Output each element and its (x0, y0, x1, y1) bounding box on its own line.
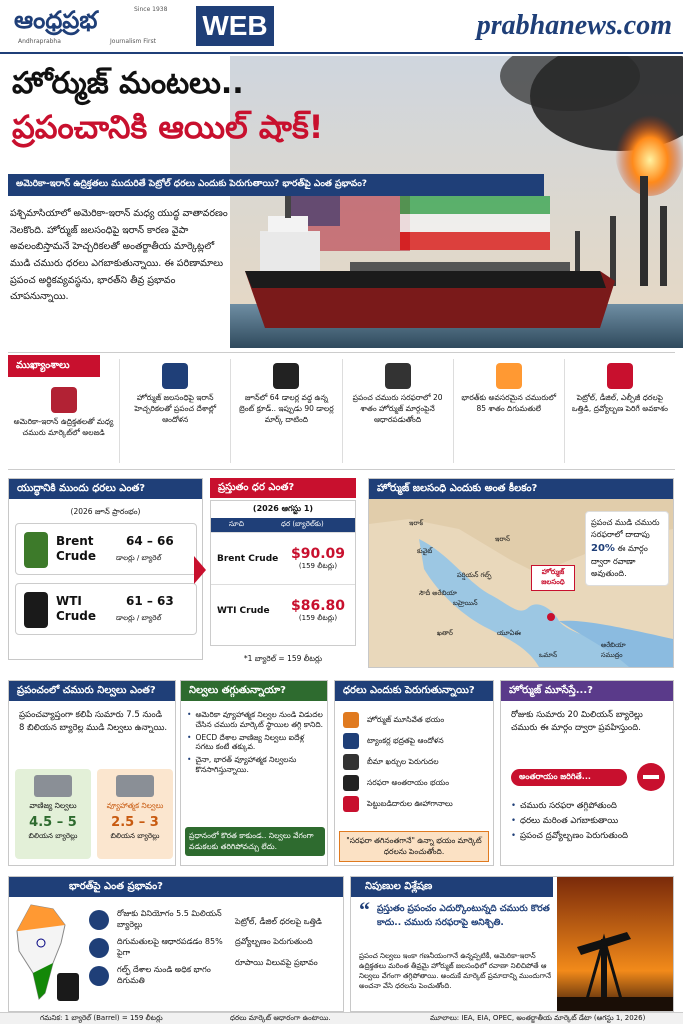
price-value: $86.80 (290, 597, 346, 614)
highlight-text: ప్రపంచ చమురు సరఫరాలో 20 శాతం హోర్ముజ్ మార్గంపైనే ఆధారపడుతోంది (352, 393, 443, 424)
current-foot: *1 బ్యారెల్ = 159 లీటర్లు (243, 654, 323, 663)
closure-bullet-text: • చమురు సరఫరా తగ్గిపోతుంది (520, 801, 617, 811)
before-box (8, 478, 203, 660)
map-label: ఇరాక్ (409, 519, 424, 527)
highlight-item (564, 359, 675, 463)
current-box (210, 478, 356, 668)
tank-icon (34, 775, 72, 797)
india-title: భారత్‌పై ఎంత ప్రభావం? (9, 877, 343, 897)
closure-box (500, 680, 674, 866)
reason-text: ట్యాంకర్ల భద్రతపై ఆందోళన (367, 735, 444, 745)
decline-list (187, 707, 323, 778)
price-card (15, 583, 197, 635)
highlight-item (119, 359, 230, 463)
hero (0, 56, 683, 348)
decline-bullet-text: • OECD దేశాల వాణిజ్య నిల్వలు ఐదేళ్ల సగటు కంటే తక్కువ. (195, 732, 305, 752)
reason-text: హోర్ముజ్ మూసివేత భయం (367, 714, 445, 724)
why-box (334, 680, 494, 866)
map-label: ఒమాన్ (539, 651, 558, 659)
barrel-dollar-icon (273, 363, 299, 389)
price-card (15, 523, 197, 575)
current-note: (2026 ఆగస్టు 1) (252, 504, 314, 513)
index-name: Brent Crude (217, 553, 279, 564)
tank-icon (116, 775, 154, 797)
decline-bullet (187, 733, 323, 753)
highlight-text: హోర్ముజ్ జలసంధిపై ఇరాన్ హెచ్చరికలతో ప్రపంచ దేశాల్లో ఆందోళన (134, 393, 217, 424)
tanker-icon (343, 733, 359, 749)
hero-title-2: ప్రపంచానికి ఆయిల్ షాక్! (12, 108, 324, 146)
highlight-item (453, 359, 564, 463)
india-stat-text: దిగుమతులపై ఆధారపడడం 85% పైగా (117, 937, 223, 957)
header (0, 0, 683, 54)
decline-bullet-text: • అమెరికా వ్యూహాత్మక నిల్వల నుండి విడుదల చేసిన చమురు మార్కెట్ స్థాయిల తగ్గి కానిది. (195, 710, 324, 729)
reserves-text: ప్రపంచవ్యాప్తంగా కలిపి సుమారు 7.5 నుండి 8 బిలియన బ్యారెల్ల ముడి నిల్వలు ఉన్నాయి. (19, 710, 168, 734)
reason-item (343, 754, 489, 770)
highlights-row (8, 353, 675, 471)
decline-bullet (187, 755, 323, 775)
highlight-text: అమెరికా-ఇరాన్ ఉద్రిక్తతలతో మధ్య చమురు మార్కెట్‌లో అలజడి (13, 417, 114, 437)
india-stat (89, 937, 229, 959)
decline-title: నిల్వలు తగ్గుతున్నాయా? (181, 681, 327, 701)
reserves-box (8, 680, 176, 866)
crude-range: 64 – 66 (126, 534, 174, 548)
crude-unit: డాలర్లు / బ్యారెల్ (116, 554, 162, 562)
percent-icon (89, 938, 109, 958)
price-cell (281, 546, 355, 572)
flags-icon (51, 387, 77, 413)
reason-item (343, 796, 489, 812)
highlights-label: ముఖ్యాంశాలు (8, 355, 100, 377)
reason-text: పెట్టుబడిదారుల ఊహాగానాలు (367, 798, 453, 808)
crude-unit: డాలర్లు / బ్యారెల్ (116, 614, 162, 622)
highlight-item (8, 383, 119, 463)
logo-tagline: Journalism First (110, 38, 156, 45)
oil-rig-illustration (557, 877, 673, 1011)
map-title: హోర్ముజ్ జలసంధి ఎందుకు అంత కీలకం? (369, 479, 673, 499)
globe-drop-icon (385, 363, 411, 389)
black-barrel-icon (24, 592, 48, 628)
highlight-item (230, 359, 341, 463)
hand-stop-icon (343, 712, 359, 728)
expert-title: నిపుణుల విశ్లేషణ (351, 877, 553, 897)
footer (0, 1012, 683, 1024)
closure-bullet (511, 831, 671, 842)
footer-src: మూలాలు: IEA, EIA, OPEC, అంతర్జాతీయ మార్కెట్ డేటా (ఆగస్టు 1, 2026) (430, 1014, 646, 1022)
closure-pill: అంతరాయం జరిగితే... (511, 769, 627, 786)
reason-item (343, 733, 489, 749)
footer-note: గమనిక: 1 బ్యారెల్ (Barrel) = 159 లీటర్లు (40, 1014, 163, 1022)
fuel-pump-icon (607, 363, 633, 389)
logo-text: ఆంధ్రప్రభ (14, 6, 98, 34)
decline-note: ప్రధానంలో కొరత కాకుండ.. నిల్వలు వేగంగా వడుకలకు తరిగిపోవచ్చు లేదు. (185, 827, 325, 856)
oil-barrel-icon (57, 973, 79, 1001)
hero-intro: పశ్చిమాసియాలో అమెరికా-ఇరాన్ మధ్య యుద్ధ వాతావరణం నెలకొంది. హోర్ముజ్ జలసంధిపై ఇరాన్ కారణ వైపా అవలంబిస్తామనే హెచ్చరికలతో అంతర్జాతీయ మార్కెట్లలో ముడి చమురు ధరలు ఎగబాకుతున్నాయి. ఈ పరిణామాలు ప్రపంచ అర్థికవ్యవస్థను, భారత్‌ని తీవ్ర ప్రభావం చూపనున్నాయి. (10, 208, 228, 303)
reserve-strategic-value: 2.5 – 3 (111, 815, 159, 830)
decline-bullet (187, 710, 323, 730)
reserves-title: ప్రపంచంలో చమురు నిల్వలు ఎంత? (9, 681, 175, 701)
closure-bullet (511, 816, 671, 827)
closure-bullet-text: • ప్రపంచ ద్రవ్యోల్బణం పెరుగుతుంది (520, 831, 629, 842)
reserve-commercial-label: వాణిజ్య నిల్వలు (29, 801, 77, 810)
highlight-text: జూన్‌లో 64 డాలర్ల వద్ద ఉన్న బ్రెంట్ క్రూడ్.. ఇప్పుడు 90 డాలర్ల మార్క్ దాటింది (239, 393, 334, 424)
closure-text: రోజుకు సుమారు 20 మిలియన్ బ్యారెల్లు చమురు ఈ మార్గం ద్వారా ప్రవహిస్తుంది. (511, 710, 643, 734)
price-litres: (159 లీటర్లు) (298, 613, 338, 622)
green-barrel-icon (24, 532, 48, 568)
reserve-strategic-unit: బిలియన బ్యారెల్లు (110, 832, 160, 840)
reserve-commercial-unit: బిలియన బ్యారెల్లు (28, 832, 78, 840)
expert-quote: ప్రస్తుతం ప్రపంచం ఎదుర్కొంటున్నది చమురు కొరత కాదు.. చమురు సరఫరాపై అనిశ్చితి. (377, 904, 550, 928)
oil-drop-icon (89, 910, 109, 930)
current-arrow (194, 556, 206, 584)
logo[interactable] (14, 6, 194, 48)
map-pin: హోర్ముజ్ జలసంధి (531, 565, 575, 591)
price-value: $90.09 (290, 545, 346, 562)
map-note (585, 511, 669, 586)
expert-body: ప్రపంచ నిల్వలు ఇంకా గణనీయంగానే ఉన్నప్పటికీ, అమెరికా-ఇరాన్ ఉద్రిక్తతలు మరింత తీవ్రమై హోర్ముజ్ జలసంధిలో రవాణా నిలిచిపోతే ఆ నిల్వలు వేగంగా తగ్గిపోతాయి. అందుకే మార్కెట్ ప్రమాదాన్ని ముందుగానే అంచనా వేసి ధరలను పెంచుతోంది. (359, 952, 552, 991)
why-note: "సరఫరా తగినంతగానే" ఉన్నా భయం మార్కెట్ ధరలను పెంచుతోంది. (339, 831, 489, 862)
india-stat (89, 909, 229, 931)
current-title: ప్రస్తుతం ధర ఎంత? (210, 478, 356, 498)
decline-box (180, 680, 328, 866)
india-impact: రూపాయి విలువపై ప్రభావం (235, 957, 318, 967)
why-list (343, 707, 489, 817)
closure-bullet (511, 801, 671, 812)
reserve-commercial (15, 769, 91, 859)
map-note-pct: 20% (591, 543, 615, 554)
highlights (8, 352, 675, 470)
col-index: సూచి (229, 520, 244, 528)
before-title: యుద్ధానికి ముందు ధరలు ఎంత? (9, 479, 202, 499)
closure-bullet-text: • ధరలు మరింత ఎగబాకుతాయి (520, 816, 619, 827)
closure-list (511, 797, 671, 846)
current-rows (211, 532, 355, 636)
india-list (89, 903, 229, 993)
ship-icon (162, 363, 188, 389)
reason-item (343, 712, 489, 728)
crude-name: WTI Crude (56, 594, 96, 623)
reserve-commercial-value: 4.5 – 5 (29, 815, 77, 830)
reason-item (343, 775, 489, 791)
india-stat-text: రోజుకు వినియోగం 5.5 మిలియన్ బ్యారెల్లు (117, 909, 222, 929)
why-title: ధరలు ఎందుకు పెరుగుతున్నాయి? (335, 681, 493, 701)
price-row (211, 584, 355, 636)
highlight-text: పెట్రోల్, డీజిల్, ఎల్పీజీ ధరలపై ఒత్తిడి, ద్రవ్యోల్బణ పెరిగే అవకాశం (571, 393, 668, 413)
reason-text: బీమా ఖర్చుల పెరుగుదల (367, 756, 439, 766)
map-box (368, 478, 674, 668)
map-label: బహ్రెయిన్ (453, 599, 478, 607)
col-price: ధర (బ్యారెల్‌కు) (281, 520, 324, 528)
map-label: సౌదీ అరేబియా (419, 589, 457, 597)
highlight-text: భారత్‌కు అవసరమైన చమురులో 85 శాతం దిగుమతులే (461, 393, 557, 413)
before-note: (2026 జూన్ ప్రారంభం) (70, 507, 141, 516)
map-label: ఇరాన్ (495, 535, 510, 543)
map-label: కువైట్ (417, 547, 433, 555)
logo-since: Since 1938 (134, 6, 168, 13)
index-name: WTI Crude (217, 605, 270, 616)
india-impact: పెట్రోల్, డీజిల్ ధరలపై ఒత్తిడి (235, 917, 322, 926)
map-label: యూఏఈ (497, 629, 521, 637)
quote-mark: “ (359, 897, 370, 922)
highlight-item (342, 359, 453, 463)
price-row (211, 532, 355, 584)
closure-title: హోర్ముజ్ మూసేస్తే...? (501, 681, 673, 701)
price-cell (281, 598, 355, 624)
map-note-2: ఈ మార్గం ద్వారా రవాణా అవుతుంది. (591, 544, 648, 578)
expert-box (350, 876, 674, 1012)
shield-icon (343, 754, 359, 770)
india-map-icon (496, 363, 522, 389)
map-label: పర్షియన్ గల్ఫ్ (457, 571, 492, 579)
current-header (211, 518, 355, 532)
reserve-strategic (97, 769, 173, 859)
hero-subtitle: అమెరికా-ఇరాన్ ఉద్రిక్తతలు ముదురితే పెట్రోల్ ధరలు ఎందుకు పెరుగుతాయి? భారత్‌పై ఎంత ప్రభావం? (8, 174, 544, 196)
crude-name: Brent Crude (56, 534, 96, 563)
site-url[interactable]: prabhanews.com (476, 10, 672, 41)
reserve-strategic-label: వ్యూహాత్మక నిల్వలు (106, 801, 164, 810)
india-box (8, 876, 344, 1012)
crude-range: 61 – 63 (126, 594, 174, 608)
gulf-icon (89, 966, 109, 986)
india-stat-text: గల్ఫ్ దేశాల నుండి అధిక భాగం దిగుమతి (117, 965, 211, 985)
map-label: అరేబియా సముద్రం (601, 641, 626, 659)
decline-bullet-text: • చైనా, భారత్ వ్యూహాత్మక నిల్వలను కొనసాగిస్తున్నాయి. (195, 755, 297, 774)
map-note-1: ప్రపంచ ముడి చమురు సరఫరాలో దాదాపు (591, 518, 660, 539)
chart-up-icon (343, 796, 359, 812)
footer-mid: ధరలు మార్కెట్ ఆధారంగా ఉంటాయి. (230, 1014, 331, 1022)
web-badge: WEB (196, 6, 274, 46)
no-entry-icon (637, 763, 665, 791)
india-impact: ద్రవ్యోల్బణం పెరుగుతుంది (235, 937, 313, 947)
barrel-icon (343, 775, 359, 791)
map-label: ఖతార్ (437, 629, 453, 637)
logo-sub: Andhraprabha (18, 38, 61, 45)
india-stat (89, 965, 229, 987)
reason-text: సరఫరా అంతరాయం భయం (367, 777, 450, 787)
hero-title-1: హోర్ముజ్ మంటలు.. (12, 66, 244, 101)
price-litres: (159 లీటర్లు) (298, 561, 338, 570)
india-impacts (235, 907, 343, 978)
